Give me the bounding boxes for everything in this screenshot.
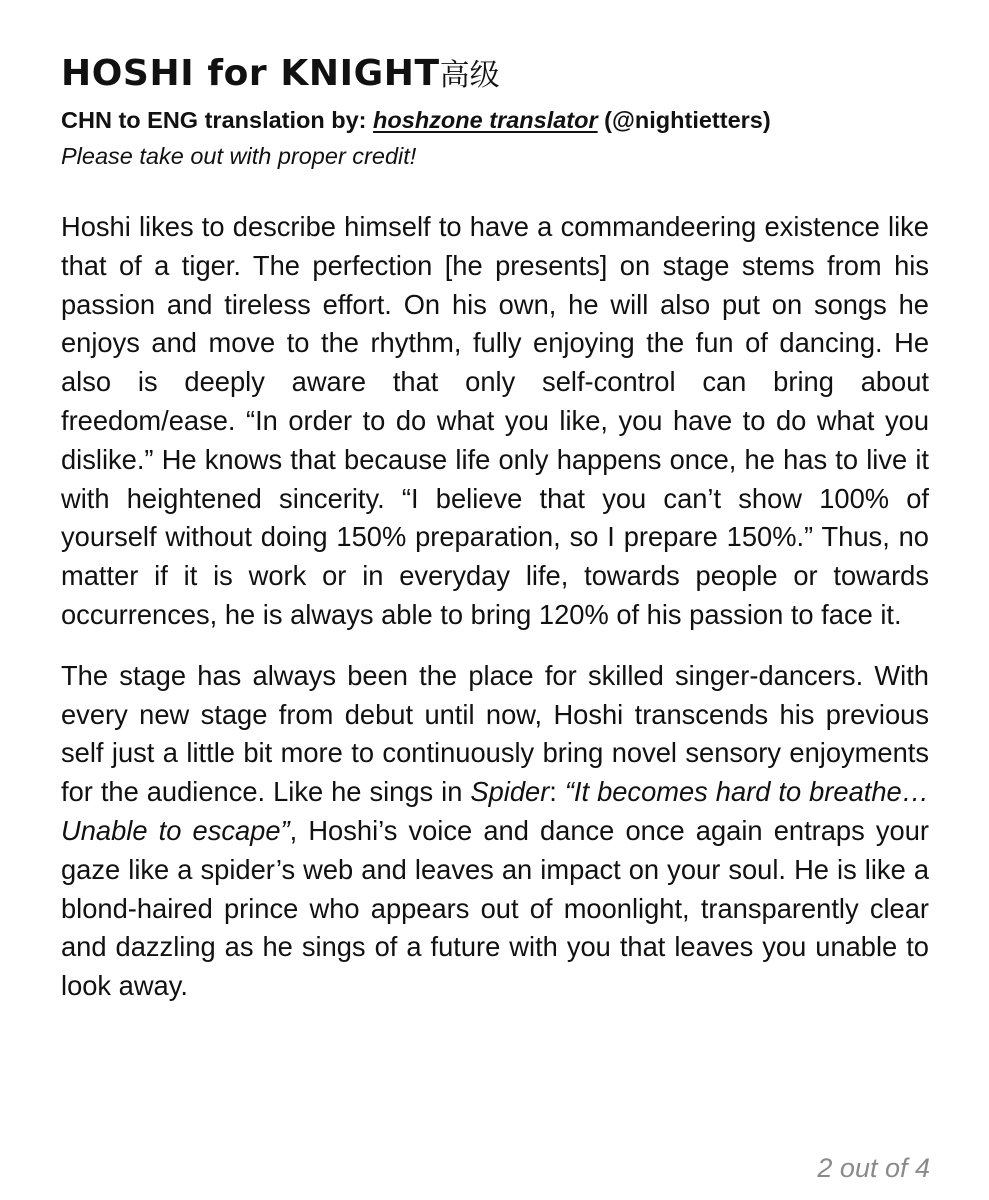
credit-note: Please take out with proper credit! <box>61 143 417 169</box>
document-title <box>61 50 929 100</box>
song-quote: “It becomes hard to breathe… Unable to escape” <box>61 776 930 846</box>
translation-credit <box>61 102 929 138</box>
paragraph-1: Hoshi likes to describe himself to have a commandeering existence like that of a tiger. The perfection [he presents] on stage stems from his passion and tireless effort. On his own, he will also put on songs he enjoys and move to the rhythm, fully enjoying the fun of dancing. He also is deeply aware that only self-control can bring about freedom/ease. “In order to do what you like, you have to do what you dislike.” He knows that because life only happens once, he has to live it with heightened sincerity. “I believe that you can’t show 100% of yourself without doing 150% preparation, so I prepare 150%.” Thus, no matter if it is work or in everyday life, towards people or towards occurrences, he is always able to bring 120% of his passion to face it. <box>61 211 929 630</box>
song-title: Spider <box>470 776 550 808</box>
translator-name: hoshzone translator <box>373 107 598 133</box>
paragraph-2-part-3: , Hoshi’s voice and dance once again entraps your gaze like a spider’s web and leaves an impact on your soul. He is like a blond-haired prince who appears out of moonlight, transparently clear and dazzling as he sings of a future with you that leaves you unable to look away. <box>61 814 929 1002</box>
title-cjk-text: 高级 <box>439 58 500 93</box>
paragraph-2 <box>61 657 929 1006</box>
document-page <box>61 50 929 1006</box>
title-text: HOSHI for KNIGHT <box>61 53 440 94</box>
paragraph-2-part-2: : <box>549 776 565 808</box>
page-indicator: 2 out of 4 <box>817 1153 930 1183</box>
credit-prefix: CHN to ENG translation by: <box>61 107 374 133</box>
translator-handle: (@nightietters) <box>597 107 771 133</box>
paragraph-2-part-1: The stage has always been the place for skilled singer-dancers. With every new stage from debut until now, Hoshi transcends his previous self just a little bit more to continuously bring novel sensory enjoyments for the audience. Like he sings in <box>61 659 929 808</box>
